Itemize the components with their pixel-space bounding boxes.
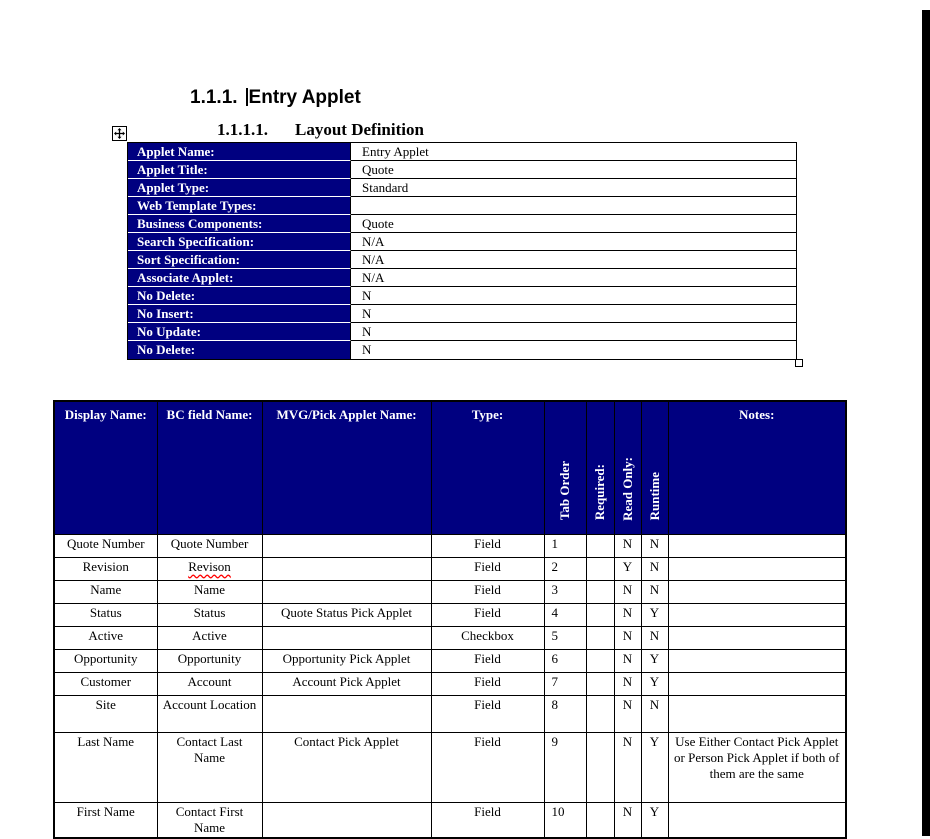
field-notes: [668, 672, 846, 695]
move-icon: [114, 128, 125, 139]
subsection-heading-number: 1.1.1.1.: [217, 120, 268, 139]
misspelled-word: Revison: [188, 558, 231, 574]
property-row: [128, 143, 796, 161]
property-label: Search Specification:: [128, 233, 351, 251]
property-row: [128, 251, 796, 269]
field-display-name: First Name: [54, 802, 157, 838]
property-value: N: [351, 323, 796, 341]
window-edge-strip: [922, 10, 930, 836]
property-value: N/A: [351, 233, 796, 251]
property-row: [128, 269, 796, 287]
field-runtime: N: [641, 534, 668, 557]
field-bc-name: Account: [157, 672, 262, 695]
field-bc-name: Status: [157, 603, 262, 626]
field-type: Field: [431, 802, 544, 838]
subsection-heading-title: Layout Definition: [295, 120, 424, 139]
field-bc-name: Account Location: [157, 695, 262, 732]
field-tab-order: 9: [544, 732, 586, 802]
property-value: Entry Applet: [351, 143, 796, 161]
property-row: [128, 287, 796, 305]
property-row: [128, 161, 796, 179]
field-notes: [668, 580, 846, 603]
field-read-only: N: [614, 802, 641, 838]
field-notes: Use Either Contact Pick Applet or Person Pick Applet if both of them are the same: [668, 732, 846, 802]
field-mvg-pick-applet: [262, 580, 431, 603]
section-heading-title: Entry Applet: [248, 87, 361, 108]
field-tab-order: 2: [544, 557, 586, 580]
property-row: [128, 305, 796, 323]
property-value: N/A: [351, 269, 796, 287]
property-label: No Delete:: [128, 341, 351, 359]
field-definitions-table: [53, 400, 847, 839]
field-notes: [668, 557, 846, 580]
field-bc-name: [157, 557, 262, 580]
field-runtime: Y: [641, 649, 668, 672]
field-notes: [668, 649, 846, 672]
field-required: [586, 534, 614, 557]
field-read-only: N: [614, 732, 641, 802]
field-row: [54, 580, 846, 603]
field-display-name: Customer: [54, 672, 157, 695]
text-cursor: [246, 88, 248, 106]
field-runtime: Y: [641, 802, 668, 838]
field-notes: [668, 534, 846, 557]
field-notes: [668, 802, 846, 838]
section-heading: [190, 87, 361, 109]
field-runtime: Y: [641, 732, 668, 802]
field-bc-name: Opportunity: [157, 649, 262, 672]
section-heading-number: 1.1.1.: [190, 87, 238, 108]
column-header-display-name: Display Name:: [54, 401, 157, 534]
field-type: Field: [431, 603, 544, 626]
field-required: [586, 672, 614, 695]
property-value: N: [351, 341, 796, 359]
property-value: Quote: [351, 161, 796, 179]
field-bc-name: Contact First Name: [157, 802, 262, 838]
field-read-only: N: [614, 672, 641, 695]
property-label: Applet Name:: [128, 143, 351, 161]
field-row: [54, 672, 846, 695]
field-read-only: Y: [614, 557, 641, 580]
field-read-only: N: [614, 695, 641, 732]
subsection-heading: [217, 120, 424, 140]
field-runtime: Y: [641, 672, 668, 695]
field-row: [54, 732, 846, 802]
property-label: Business Components:: [128, 215, 351, 233]
field-table-header-row: [54, 401, 846, 534]
field-type: Field: [431, 557, 544, 580]
field-bc-name: Name: [157, 580, 262, 603]
property-label: No Update:: [128, 323, 351, 341]
field-bc-name: Active: [157, 626, 262, 649]
property-row: [128, 323, 796, 341]
field-type: Checkbox: [431, 626, 544, 649]
field-tab-order: 10: [544, 802, 586, 838]
field-required: [586, 557, 614, 580]
field-row: [54, 534, 846, 557]
field-row: [54, 695, 846, 732]
field-required: [586, 695, 614, 732]
field-display-name: Site: [54, 695, 157, 732]
column-header-mvg-pick-applet: MVG/Pick Applet Name:: [262, 401, 431, 534]
field-tab-order: 3: [544, 580, 586, 603]
field-display-name: Revision: [54, 557, 157, 580]
field-required: [586, 649, 614, 672]
field-mvg-pick-applet: Quote Status Pick Applet: [262, 603, 431, 626]
field-required: [586, 802, 614, 838]
field-type: Field: [431, 534, 544, 557]
field-read-only: N: [614, 603, 641, 626]
field-bc-name: Contact Last Name: [157, 732, 262, 802]
field-row: [54, 626, 846, 649]
field-read-only: N: [614, 580, 641, 603]
field-display-name: Status: [54, 603, 157, 626]
field-display-name: Last Name: [54, 732, 157, 802]
field-tab-order: 1: [544, 534, 586, 557]
field-read-only: N: [614, 626, 641, 649]
field-type: Field: [431, 580, 544, 603]
field-mvg-pick-applet: [262, 802, 431, 838]
property-value: N/A: [351, 251, 796, 269]
field-notes: [668, 626, 846, 649]
field-notes: [668, 603, 846, 626]
field-mvg-pick-applet: [262, 557, 431, 580]
field-tab-order: 4: [544, 603, 586, 626]
field-tab-order: 8: [544, 695, 586, 732]
column-header-bc-field-name: BC field Name:: [157, 401, 262, 534]
column-header-tab-order: Tab Order: [544, 401, 586, 534]
field-read-only: N: [614, 649, 641, 672]
property-row: [128, 197, 796, 215]
column-header-notes: Notes:: [668, 401, 846, 534]
field-display-name: Name: [54, 580, 157, 603]
property-row: [128, 341, 796, 359]
property-label: Associate Applet:: [128, 269, 351, 287]
field-bc-name: Quote Number: [157, 534, 262, 557]
field-runtime: N: [641, 580, 668, 603]
property-label: Web Template Types:: [128, 197, 351, 215]
field-runtime: Y: [641, 603, 668, 626]
field-row: [54, 603, 846, 626]
field-mvg-pick-applet: Opportunity Pick Applet: [262, 649, 431, 672]
property-label: No Delete:: [128, 287, 351, 305]
field-row: [54, 802, 846, 838]
column-header-runtime: Runtime: [641, 401, 668, 534]
property-label: No Insert:: [128, 305, 351, 323]
field-runtime: N: [641, 626, 668, 649]
field-mvg-pick-applet: [262, 626, 431, 649]
property-label: Applet Type:: [128, 179, 351, 197]
field-type: Field: [431, 672, 544, 695]
layout-properties-table: [127, 142, 797, 360]
table-resize-handle[interactable]: [795, 359, 803, 367]
property-value: N: [351, 287, 796, 305]
column-header-type: Type:: [431, 401, 544, 534]
field-mvg-pick-applet: [262, 534, 431, 557]
field-required: [586, 603, 614, 626]
property-value: Standard: [351, 179, 796, 197]
field-display-name: Active: [54, 626, 157, 649]
field-read-only: N: [614, 534, 641, 557]
field-type: Field: [431, 732, 544, 802]
property-label: Sort Specification:: [128, 251, 351, 269]
field-type: Field: [431, 695, 544, 732]
field-tab-order: 7: [544, 672, 586, 695]
field-required: [586, 732, 614, 802]
column-header-read-only: Read Only:: [614, 401, 641, 534]
field-row: [54, 649, 846, 672]
table-move-handle[interactable]: [112, 126, 127, 141]
property-value: [351, 197, 796, 215]
field-mvg-pick-applet: [262, 695, 431, 732]
field-display-name: Quote Number: [54, 534, 157, 557]
property-value: N: [351, 305, 796, 323]
field-required: [586, 580, 614, 603]
field-display-name: Opportunity: [54, 649, 157, 672]
field-row: [54, 557, 846, 580]
field-type: Field: [431, 649, 544, 672]
field-runtime: N: [641, 557, 668, 580]
property-value: Quote: [351, 215, 796, 233]
column-header-required: Required:: [586, 401, 614, 534]
property-row: [128, 179, 796, 197]
property-label: Applet Title:: [128, 161, 351, 179]
field-mvg-pick-applet: Account Pick Applet: [262, 672, 431, 695]
field-tab-order: 6: [544, 649, 586, 672]
field-tab-order: 5: [544, 626, 586, 649]
field-notes: [668, 695, 846, 732]
field-runtime: N: [641, 695, 668, 732]
property-row: [128, 233, 796, 251]
field-mvg-pick-applet: Contact Pick Applet: [262, 732, 431, 802]
field-required: [586, 626, 614, 649]
property-row: [128, 215, 796, 233]
